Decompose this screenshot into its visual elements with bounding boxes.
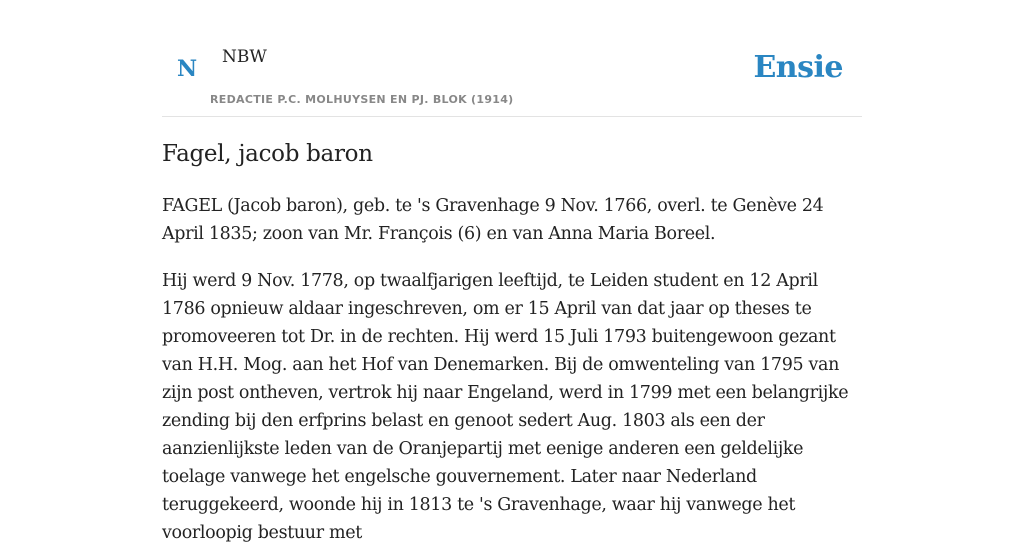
source-name[interactable]: NBW [222, 47, 267, 67]
source-subtitle: REDACTIE P.C. MOLHUYSEN EN PJ. BLOK (1914) [210, 93, 514, 106]
article [162, 138, 862, 547]
brand-logo[interactable]: Ensie [753, 50, 843, 85]
header [162, 0, 862, 117]
article-paragraph: FAGEL (Jacob baron), geb. te 's Gravenhage 9 Nov. 1766, overl. te Genève 24 April 1835; zoon van Mr. François (6) en van Anna Maria Boreel. [162, 196, 824, 244]
article-title: Fagel, jacob baron [162, 141, 373, 167]
source-logo[interactable]: N [177, 56, 198, 82]
article-paragraph: Hij werd 9 Nov. 1778, op twaalfjarigen leeftijd, te Leiden student en 12 April 1786 opnieuw aldaar ingeschreven, om er 15 April van dat jaar op theses te promoveeren tot Dr. in de rechten. Hij werd 15 Juli 1793 buitengewoon gezant van H.H. Mog. aan het Hof van Denemarken. Bij de omwenteling van 1795 van zijn post ontheven, vertrok hij naar Engeland, werd in 1799 met een belangrijke zending bij den erfprins belast en genoot sedert Aug. 1803 als een der aanzienlijkste leden van de Oranjepartij met eenige anderen een geldelijke toelage vanwege het engelsche gouvernement. Later naar Nederland teruggekeerd, woonde hij in 1813 te 's Gravenhage, waar hij vanwege het voorloopig bestuur met [162, 271, 849, 543]
